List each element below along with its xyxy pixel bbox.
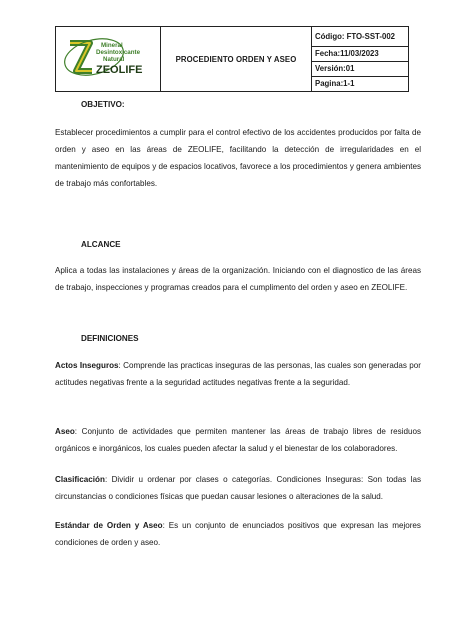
alcance-heading: ALCANCE [81, 240, 121, 249]
definicion-term: Clasificación [55, 475, 105, 484]
codigo-cell: Código: FTO-SST-002 [312, 27, 409, 47]
alcance-paragraph: Aplica a todas las instalaciones y áreas de la organización. Iniciando con el diagnostico de las áreas de trabajo, inspecciones y programas creados para el cumplimento del orden y aseo en ZEOLIFE. [55, 266, 421, 292]
objetivo-text [55, 124, 421, 192]
fecha-cell: Fecha:11/03/2023 [312, 46, 409, 61]
definicion-term: Aseo [55, 427, 75, 436]
logo-brand: ZEOLIFE [96, 64, 143, 76]
definicion-estandar [55, 517, 421, 551]
logo-cell [56, 27, 161, 92]
definicion-clasificacion [55, 471, 421, 505]
logo-line2: Desintoxicante [96, 49, 141, 56]
alcance-text [55, 262, 421, 296]
definicion-text: : Dividir u ordenar por clases o categorías. Condiciones Inseguras: Son todas las circunstancias o condiciones físicas que puedan causar lesiones o alteraciones de la salud. [55, 475, 421, 501]
logo-line1: Mineral [101, 42, 123, 49]
pagina-cell: Pagina:1-1 [312, 76, 409, 91]
definicion-term: Actos Inseguros [55, 361, 119, 370]
document-header-table [55, 26, 409, 92]
definicion-text: : Conjunto de actividades que permiten mantener las áreas de trabajo libres de residuos orgánicos e inorgánicos, los cuales pueden afectar la salud y el bienestar de los colaboradores. [55, 427, 421, 453]
zeolife-logo [56, 27, 160, 91]
objetivo-paragraph: Establecer procedimientos a cumplir para el control efectivo de los accidentes producidos por falta de orden y aseo en las áreas de ZEOLIFE, facilitando la detección de irregularidades en el mantenimiento de equipos y de espacios locativos, favorece a los procedimientos y genera ambientes de trabajo más confortables. [55, 128, 421, 188]
definiciones-heading: DEFINICIONES [81, 334, 139, 343]
logo-line3: Natural [103, 56, 125, 63]
document-title: PROCEDIENTO ORDEN Y ASEO [161, 27, 312, 92]
definicion-term: Estándar de Orden y Aseo [55, 521, 163, 530]
definicion-text: : Es un conjunto de enunciados positivos que expresan las mejores condiciones de orden y aseo. [55, 521, 421, 547]
definicion-actos-inseguros [55, 357, 421, 391]
definicion-aseo [55, 423, 421, 457]
version-cell: Versión:01 [312, 61, 409, 76]
objetivo-heading: OBJETIVO: [81, 100, 125, 109]
definicion-text: : Comprende las practicas inseguras de las personas, las cuales son generadas por actitudes negativas frente a la seguridad actitudes negativas frente a la seguridad. [55, 361, 421, 387]
